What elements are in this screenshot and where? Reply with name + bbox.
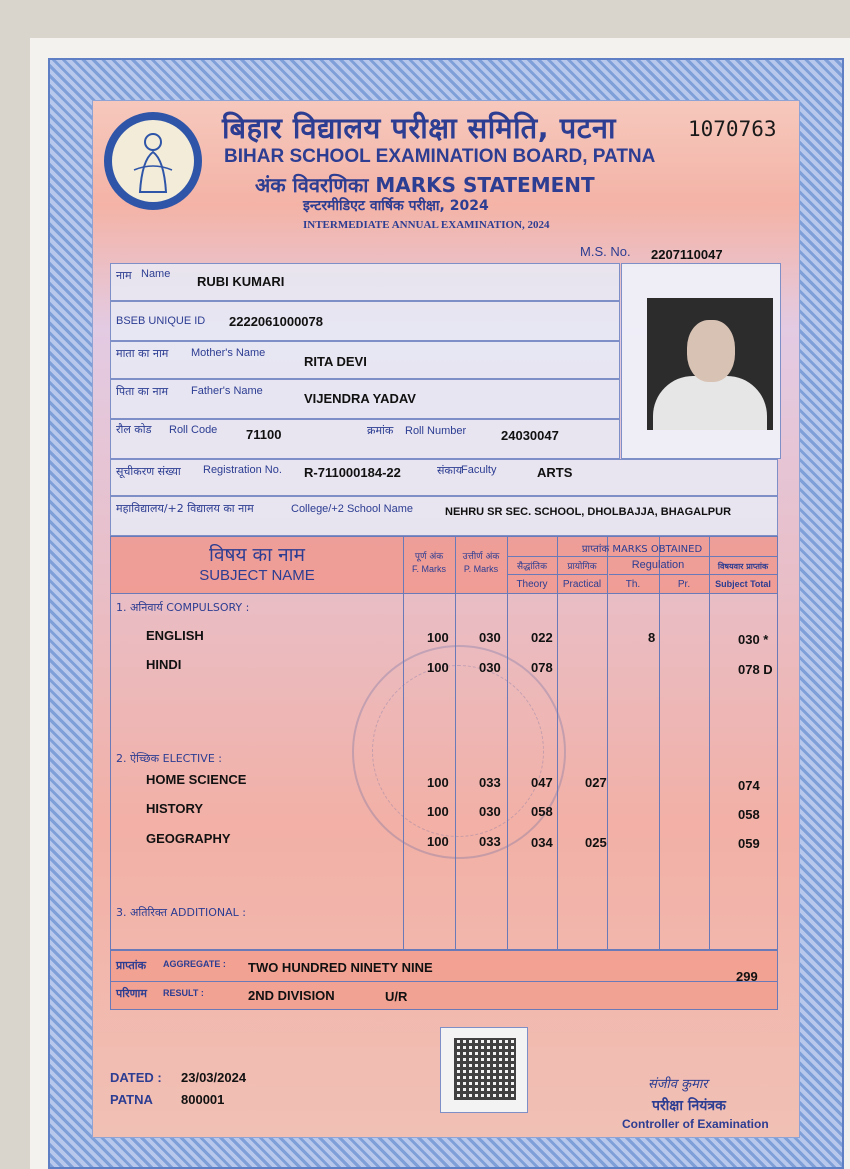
exam-title-hindi: इन्टरमीडिएट वार्षिक परीक्षा, 2024 [303,198,489,214]
controller-title: Controller of Examination [622,1117,769,1131]
roll-number-value: 24030047 [501,428,559,443]
registration-row [110,459,778,496]
home-science-practical: 027 [585,775,607,790]
geography-pass-marks: 033 [479,834,501,849]
mother-row [110,341,620,379]
name-label-hindi: नाम [116,269,132,282]
history-total: 058 [738,807,760,822]
mother-name: RITA DEVI [304,354,367,369]
college-label-hindi: महाविद्यालय/+2 विद्यालय का नाम [116,502,254,515]
roll-code-value: 71100 [246,427,282,442]
registration-value: R-711000184-22 [304,465,401,480]
subject-english: ENGLISH [146,628,204,643]
board-title-hindi: बिहार विद्यालय परीक्षा समिति, पटना [222,111,616,145]
english-theory: 022 [531,630,553,645]
serial-number: 1070763 [688,117,777,141]
dated-label: DATED : [110,1070,162,1085]
home-science-theory: 047 [531,775,553,790]
english-regulation-th: 8 [648,630,656,645]
father-label-hindi: पिता का नाम [116,385,169,398]
full-marks-header-hindi: पूर्ण अंक [414,552,444,562]
student-name: RUBI KUMARI [197,274,285,289]
unique-id-value: 2222061000078 [229,314,323,329]
college-label: College/+2 School Name [291,503,413,515]
registration-label-hindi: सूचीकरण संख्या [116,465,181,478]
history-theory: 058 [531,804,553,819]
faculty-value: ARTS [537,465,573,480]
reg-theory-header: Th. [625,579,641,590]
regulation-header: Regulation [631,559,685,571]
result-tag: U/R [385,989,408,1004]
place-label: PATNA [110,1092,153,1107]
father-name: VIJENDRA YADAV [304,391,416,406]
geography-full-marks: 100 [427,834,449,849]
hindi-pass-marks: 030 [479,660,501,675]
hindi-total: 078 D [738,662,773,677]
faculty-label: Faculty [461,464,497,476]
result-label-hindi: परिणाम [116,987,147,1000]
pin-value: 800001 [181,1092,225,1107]
result-label: RESULT : [163,988,204,998]
theory-header-hindi: सैद्धांतिक [517,562,547,572]
roll-row [110,419,620,459]
subject-header-hindi: विषय का नाम [209,544,305,566]
college-value: NEHRU SR SEC. SCHOOL, DHOLBAJJA, BHAGALPUR [445,506,732,518]
faculty-label-hindi: संकाय [437,464,463,477]
roll-code-label: Roll Code [169,424,218,436]
geography-theory: 034 [531,835,553,850]
roll-code-label-hindi: रौल कोड [116,423,152,436]
home-science-full-marks: 100 [427,775,449,790]
name-label: Name [141,268,171,280]
subject-home-science: HOME SCIENCE [146,772,247,787]
subject-total-header-hindi: विषयवार प्राप्तांक [717,562,769,571]
english-full-marks: 100 [427,630,449,645]
roll-number-label: Roll Number [405,425,467,437]
english-pass-marks: 030 [479,630,501,645]
history-pass-marks: 030 [479,804,501,819]
geography-practical: 025 [585,835,607,850]
elective-section-label: 2. ऐच्छिक ELECTIVE : [116,752,222,765]
full-marks-header: F. Marks [411,564,446,574]
hindi-full-marks: 100 [427,660,449,675]
result-value: 2ND DIVISION [248,988,335,1003]
exam-title-english: INTERMEDIATE ANNUAL EXAMINATION, 2024 [303,219,550,231]
date-value: 23/03/2024 [181,1070,247,1085]
ms-no-label: M.S. No. [580,244,631,259]
history-full-marks: 100 [427,804,449,819]
student-photo-frame [621,263,781,459]
practical-header: Practical [562,579,602,590]
marks-table [110,536,778,950]
aggregate-total: 299 [736,969,758,984]
pass-marks-header: P. Marks [463,564,499,574]
additional-section-label: 3. अतिरिक्त ADDITIONAL : [116,906,246,919]
aggregate-label: AGGREGATE : [163,959,226,969]
subject-geography: GEOGRAPHY [146,831,231,846]
unique-id-row [110,301,620,341]
geography-total: 059 [738,836,760,851]
aggregate-label-hindi: प्राप्तांक [116,959,147,972]
roll-number-label-hindi: क्रमांक [367,424,394,437]
unique-id-label: BSEB UNIQUE ID [116,315,206,327]
compulsory-section-label: 1. अनिवार्य COMPULSORY : [116,601,250,614]
student-photo [647,298,773,430]
home-science-total: 074 [738,778,760,793]
theory-header: Theory [516,579,548,590]
marks-statement-title: अंक विवरणिका MARKS STATEMENT [255,173,595,197]
subject-hindi: HINDI [146,657,182,672]
mother-label-hindi: माता का नाम [116,347,169,360]
hindi-theory: 078 [531,660,553,675]
board-title-english: BIHAR SCHOOL EXAMINATION BOARD, PATNA [224,146,656,167]
controller-signature: संजीव कुमार [648,1077,708,1092]
name-row [110,263,620,301]
aggregate-box [110,950,778,1010]
subject-total-header: Subject Total [715,579,771,589]
mother-label: Mother's Name [191,347,266,359]
registration-label: Registration No. [203,464,282,476]
father-label: Father's Name [191,385,263,397]
pass-marks-header-hindi: उत्तीर्ण अंक [462,552,500,562]
aggregate-words: TWO HUNDRED NINETY NINE [248,960,433,975]
reg-practical-header: Pr. [677,579,691,590]
college-row [110,496,778,536]
subject-header: SUBJECT NAME [199,567,315,584]
board-seal-icon [104,112,202,210]
father-row [110,379,620,419]
ms-no-value: 2207110047 [651,247,723,262]
controller-title-hindi: परीक्षा नियंत्रक [652,1098,726,1114]
qr-code-icon [440,1027,528,1113]
subject-history: HISTORY [146,801,204,816]
english-total: 030 * [738,632,769,647]
practical-header-hindi: प्रायोगिक [567,562,597,572]
marks-obtained-header: प्राप्तांक MARKS OBTAINED [581,544,703,555]
home-science-pass-marks: 033 [479,775,501,790]
